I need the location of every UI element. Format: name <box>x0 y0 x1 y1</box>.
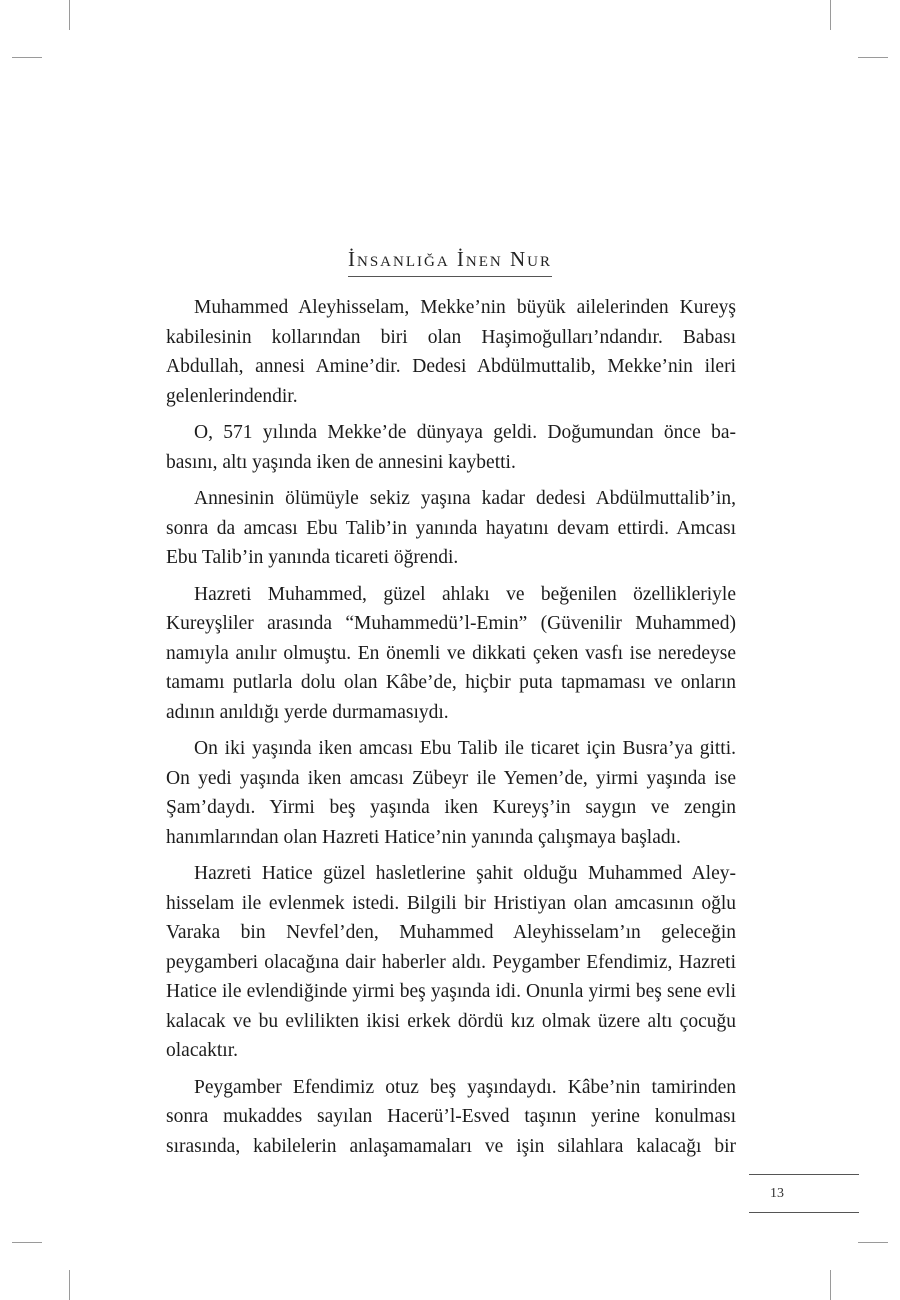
chapter-title: İnsanlığa İnen Nur <box>348 247 552 277</box>
crop-mark-bottom-left <box>69 1270 70 1300</box>
body-text <box>166 293 736 1168</box>
chapter-title-container <box>0 247 900 277</box>
paragraph: Annesinin ölümüyle sekiz yaşına kadar dedesi Abdülmuttalib’in, sonra da amcası Ebu Talib’in yanında hayatını devam ettirdi. Amcası Ebu Talib’in yanında ticareti öğrendi. <box>166 488 736 568</box>
paragraph: Hazreti Muhammed, güzel ahlakı ve beğenilen özellikleriyle Kureyşliler arasında “Muhammedü’l-Emin” (Güvenilir Muhammed) namıyla anılır olmuştu. En önemli ve dikkati çeken vasfı ise neredeyse tamamı putlarla dolu olan Kâbe’de, hiçbir puta tapmaması ve onların adının anıldığı yerde durmamasıydı. <box>166 583 736 723</box>
crop-mark-top-left <box>69 0 70 30</box>
folio-rule-top <box>749 1174 859 1175</box>
crop-mark-left-top <box>12 57 42 58</box>
folio-rule-bottom <box>749 1212 859 1213</box>
crop-mark-left-bottom <box>12 1242 42 1243</box>
paragraph: Hazreti Hatice güzel hasletlerine şahit olduğu Muhammed Aleyhisselam ile evlenmek istedi. Bilgili bir Hristiyan olan amcasının oğlu Varaka bin Nevfel’den, Muhammed Aleyhisselam’ın geleceğin peygamberi olacağına dair haberler aldı. Peygamber Efendimiz, Hazreti Hatice ile evlendiğinde yirmi beş yaşında idi. Onunla yirmi beş sene evli kalacak ve bu evlilikten ikisi erkek dördü kız olmak üzere altı çocuğu olacaktır. <box>166 863 736 1061</box>
paragraph: On iki yaşında iken amcası Ebu Talib ile ticaret için Busra’ya gitti. On yedi yaşında iken amcası Zübeyr ile Yemen’de, yirmi yaşında ise Şam’daydı. Yirmi beş yaşında iken Kureyş’in saygın ve zengin hanımlarından olan Hazreti Hatice’nin yanında çalışmaya başladı. <box>166 738 736 848</box>
paragraph: O, 571 yılında Mekke’de dünyaya geldi. Doğumundan önce babasını, altı yaşında iken de annesini kaybetti. <box>166 422 736 473</box>
paragraph: Peygamber Efendimiz otuz beş yaşındaydı. Kâbe’nin tamirinden sonra mukaddes sayılan Hacerü’l-Esved taşının yerine konulması sırasında, kabilelerin anlaşamamaları ve işin silahlara kalacağı bir <box>166 1076 736 1157</box>
crop-mark-right-bottom <box>858 1242 888 1243</box>
page-number: 13 <box>770 1186 784 1201</box>
paragraph: Muhammed Aleyhisselam, Mekke’nin büyük ailelerinden Kureyş kabilesinin kollarından biri olan Haşimoğulları’ndandır. Babası Abdullah, annesi Amine’dir. Dedesi Abdülmuttalib, Mekke’nin ileri gelenlerindendir. <box>166 297 736 407</box>
crop-mark-right-top <box>858 57 888 58</box>
crop-mark-top-right <box>830 0 831 30</box>
crop-mark-bottom-right <box>830 1270 831 1300</box>
